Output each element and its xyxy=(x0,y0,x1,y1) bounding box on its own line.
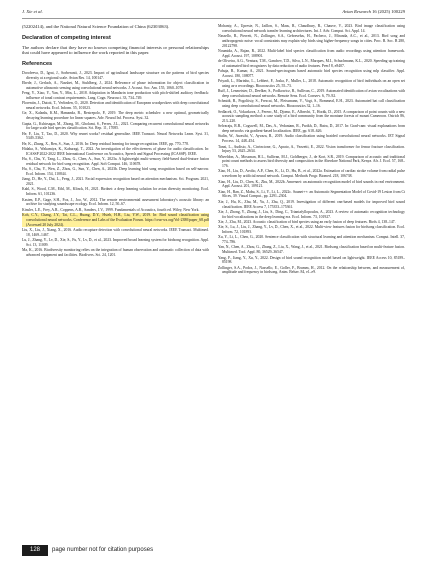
page-number-note: page number not for citation purposes xyxy=(52,547,154,553)
reference-item: Hu, S., Chu, Y., Tang, L., Zhou, G., Chen, A., Sun, Y., 2023a. A lightweight multi-sensory field-based dual-feature fusion residual network for bird song recognition. Appl. Soft Comput. 146, 110678. xyxy=(22,157,209,166)
reference-item: Hidaka, S., Wakamiya, K., Kaburagi, T., 2022. An investigation of the effectiveness of phase for audio classification. In: ICASSP 2022-2022 IEEE International Conference on Acoustics, Speech and Signal Processing (ICASSP). IEEE. xyxy=(22,147,209,156)
reference-item: Zollinger, S.A., Podos, J., Nassello, E., Goller, F., Brumm, H., 2012. On the relationship between, and measurement of, amplitude and frequency in birdsong. Anim. Behav. 84, e1–e9. xyxy=(218,265,405,275)
reference-item: Noumida, A., Rajan, R., 2022. Multi-label bird species classification from audio recordings using attention framework. Appl. Acoust. 197, 108901. xyxy=(218,48,405,58)
reference-item: Xiao, H., Ran, Z., Mabu, S., Li, Y., Li, L., 2022c. Saunet++: an Automatic Segmentation Model of Covid-19 Lesion from Ct Slices, 39. Visual Comput., pp. 2291–2304. xyxy=(218,189,405,199)
reference-item: Kasten, E.P., Gage, S.H., Fox, J., Joo, W., 2012. The remote environmental assessment laboratory's acoustic library: an archive for studying soundscape ecology. Ecol. Inform. 12, 50–67. xyxy=(22,197,209,207)
reference-item: Ma, K., 2016. Biodiversity monitoring relies on the integration of human observation and automatic collection of data with advanced equipment and facilities. Biodivers. Sci. 24, 1201. xyxy=(22,248,209,257)
reference-item: Lu, J., Zhang, Y., Lv, D., Xie, S., Fu, Y., Lv, D., et al., 2023. Improved broad learning system for birdsong recognition. Appl. Sci. 13, 11009. xyxy=(22,237,209,247)
reference-item: Feng, Y., Xiao, Y., Yan, Y., Min, L., 2018. Adaptation in Mandarin tone production with pitch-shifted auditory feedback: influence of tonal contrast requirements. Lang. Cogn. Neurosci. 33, 734–749. xyxy=(22,91,209,101)
reference-item: Ebede, J., Gerlach, A., Nassbet, M., Stuhlberg, J., 2024. Relevance of phase information for object classification in automotive ultrasonic sensing using convolutional neural networks. J. Acoust. Soc. Am. 155, 1060–1070. xyxy=(22,81,209,90)
reference-item: He, F., Liu, T., Tao, D., 2020. Why resnet works? residual generalize. IEEE Transact. Neural Networks Learn. Syst. 31, 5349–5362. xyxy=(22,131,209,141)
reference-item: Mohanty, A., Upreste, N., Jaillon, S., Maas, R., Chaudhury, R., Chauve, V., 2023. Bird image classification using convolutional neural network transfer learning architectures. Int. J. Adv. Comput. Sci. Appl. 14. xyxy=(218,24,405,33)
references-list-right xyxy=(218,24,405,275)
reference-item: Stalin, W., Awasthi, V., Ayvaza, R., 2019. Audio classification using braided convolutional neural networks. IET Signal Process. 14, 448–454. xyxy=(218,134,405,144)
reference-item: Schmidt, B., Pogoliisty, S., Frescat, M., Fleissmann, V., Vogt, S., Bommeal, E.H., 2023. Automated bat call classification using deep convolutional neural networks. Bioacoustics 32, 1–16. xyxy=(218,99,405,109)
reference-item: Ruff, J., Lesmeister, D., Deelker, S., Podkowicz, B., Sullivan, C., 2019. Automated identification of avian vocalizations with deep convolutional neural networks. Remote Sens. Ecol. Conserv. 6, 79–92. xyxy=(218,89,405,99)
reference-item: Kinsler, L.E., Frey, A.R., Coppens, A.B., Sanders, J.V., 1999. Fundamentals of Acoustics, fourth ed. Wiley, New York. xyxy=(22,207,200,212)
reference-item: He, K., Zhang, X., Ren, S., Sun, J., 2016. In: Deep residual learning for image recognition. IEEE, pp. 770–778. xyxy=(22,141,189,146)
reference-item: Xie, J., Zhong, Y., Zhang, J., Liu, S., Ding, C., Triantafyllopoulos, A., 2023. A review of automatic recognition technology for bird vocalizations in the deep learning era. Ecol. Inform. 73, 101927. xyxy=(218,209,405,219)
reference-item: Tanzi, L., Audisio, A., Cirrincione, G., Aprato, A., Vezzetti, E., 2022. Vision transformer for femur fracture classification. Injury 53, 2625–2634. xyxy=(218,144,405,154)
reference-item: Priyadi, L., Marinho, L., Lebbert, F., Joska, F., Muller, L., 2018. Automatic recognition of bird individuals on an open set using as-a recordings. Bioacoustics 25, 55–73. xyxy=(218,79,405,88)
reference-item: Ge, X., Kalanlu, K.M., Hamanda, B., Restrepolo, P., 2019. The deep metric scheduler: a new optimal, geometrically decaying learning procedure for linear squares. Adv. Neural Inf. Process. Syst. 32. xyxy=(22,111,209,121)
reference-item: Xie, J., Hu, K., Zhu, M., Yu, J., Zhu, Q., 2019. Investigation of different cnn-based models for improved bird sound classification. IEEE Access 7, 175353–175361. xyxy=(218,199,405,209)
reference-item: Yang, F., Jiang, Y., Xu, Y., 2022. Design of bird sound recognition model based on lightweight. IEEE Access 10, 85189–85198. xyxy=(218,255,405,265)
reference-item: Xiao, H., Liu, D., Chen, K., Zhu, M., 2022b. Amresnet: an automatic recognition model of bird sounds in real environment. Appl. Acoust. 201, 109121. xyxy=(218,179,405,189)
reference-item: Hu, S., Chu, Y., Wen, Z., Zhou, G., Sun, Y., Chen, A., 2023b. Deep learning bird song recognition based on self-narrow. Ecol. Inform. 154, 110844. xyxy=(22,167,209,177)
reference-item: Liu, X., Liu, J., Xiang, X., 2016. Audio recapture detection with convolutional neural networks. IEEE Transact. Multimed. 18, 1469–1467. xyxy=(22,227,209,237)
reference-item: Kahl, S., Wood, C.M., Eibl, M., Klinck, H., 2021. Birdnet: a deep learning solution for avian diversity monitoring. Ecol. Inform. 61, 101236. xyxy=(22,187,209,197)
reference-item: Gupta, G., Kshirsagar, M., Zhong, M., Gholami, S., Ferres, J.L., 2021. Comparing recurrent convolutional neural networks for large scale bird species classification. Sci. Rep. 11, 17085. xyxy=(22,121,209,131)
reference-item: de Oliveira, A.G., Ventura, T.M., Ganchev, T.D., Silva, L.N., Marques, M.I., Schuchmann, K.L., 2020. Speeding up training of automated bird recognizers by data reduction of audio features. PeerJ 8, e8407. xyxy=(218,59,405,68)
reference-item: Dorofeeva, D., Igrat, J., Sorberanti, J., 2023. Impact of agricultural landscape structure on the patterns of bird species diversity at a regional scale. Avian Res. 14, 100147. xyxy=(22,71,209,80)
page-footer xyxy=(0,545,427,556)
reference-item: Xie, J., Zhu, M., 2023. Acoustic classification of bird species using an early fusion of deep features. Birds 4, 138–147. xyxy=(218,219,396,224)
coi-text: The authors declare that they have no known competing financial interests or personal relationships that could have appeared to influence the work reported in this paper. xyxy=(22,44,209,56)
reference-item: Nassello, R., Pierrett, N., Zollinger, S.A., Gebreselus, H., Pacheco, J., Miranda, A.C., et al., 2013. Bird song and anthropogenic noise: vocal constraints may explain why birds sing higher-frequency songs in cities. Proc. R. Soc. B 280, 20122798. xyxy=(218,34,405,48)
header-authors: J. Xie et al. xyxy=(22,9,43,14)
right-column xyxy=(218,24,405,276)
page-number-box: 128 xyxy=(22,545,48,556)
reference-item: Florentin, J., Dutoit, T., Verlinden, O., 2020. Detection and identification of European woodpeckers with deep convolutional neural networks. Ecol. Inform. 55, 101023. xyxy=(22,101,209,111)
reference-item: Jiang, D., He, Y., Dai, L., Feng, J., 2021. Facial expression recognition based on attention mechanism. Sci. Program. 2021, 2021. xyxy=(22,177,209,187)
funding-text: (52202414), and the National Natural Science Foundation of China (62303063). xyxy=(22,24,170,29)
reference-item: Xiao, H., Liu, D., Avolio, A.P., Chen, K., Li, D., Hu, B., et al., 2022a. Estimation of cardiac stroke volume from radial pulse waveform by artificial neural network. Comput. Methods Progr. Biomed. 218, 106738. xyxy=(218,169,405,179)
references-heading: References xyxy=(22,60,53,67)
coi-heading: Declaration of competing interest xyxy=(22,34,111,41)
header-journal: Avian Research 16 (2025) 100229 xyxy=(342,9,405,14)
reference-item: Pahuja, R., Kumar, A., 2021. Sound-spectrogram based automatic bird species recognition using mlp classifier. Appl. Acoust. 180, 108077. xyxy=(218,69,405,78)
reference-item: Yan, N., Chen, A., Zhou, G., Zhang, Z., Liu, X., Wang, J., et al., 2021. Birdsong classification based on multi-feature fusion. Multimed. Tool. Appl. 80, 36529–36547. xyxy=(218,245,405,255)
references-list-left xyxy=(22,71,209,257)
reference-item: Selvaraju, R.R., Cogswell, M., Das, A., Vedantam, R., Parikh, D., Batra, D., 2017. In: Grad-cam: visual explanations from deep networks via gradient-based localization. IEEE, pp. 618–626. xyxy=(218,124,405,134)
reference-item: Xu, Y., Li, L., Chen, G., 2020. Sentence classification with structural learning and attention mechanism. Comput. Intell. 37, 774–786. xyxy=(218,235,405,245)
reference-item: Xie, S., Lu, J., Liu, J., Zhang, Y., Lv, D., Chen, X., et al., 2022. Multi-view features fusion for birdsong classification. Ecol. Inform. 72, 101893. xyxy=(218,225,405,235)
reference-item: Sedlacek, O., Vokurkova, J., Ferenc, M., Djomo, E., Albrecht, T., Horák, D., 2015. A comparison of point counts with a new acoustic sampling method: a case study of a bird community from the montane forests of mount Cameroon. Ostrich 86, 213–220. xyxy=(218,109,405,123)
reference-item: Koh, C.Y., Chang, J.Y., Tai, C.L., Huang, D.Y., Hsieh, H.H., Liu, Y.W., 2019. In: Bird sound classification using convolutional neural networks. Conference and Labs of the Evaluation Forum. https://ceur-ws.org/Vol-2380/paper_68.pdf (Accessed 20 July 2024). xyxy=(22,213,209,227)
reference-item: Wheeldon, A., Mossman, H.L., Sullivan, M.J., Goldberger, J., de Kort, S.R., 2019. Comparison of acoustic and traditional point count methods to assess bird diversity and composition in the Aberdare National Park, Kenya. Afr. J. Ecol. 57, 168–176. xyxy=(218,154,405,169)
header-rule xyxy=(22,18,405,19)
left-column xyxy=(22,24,209,258)
